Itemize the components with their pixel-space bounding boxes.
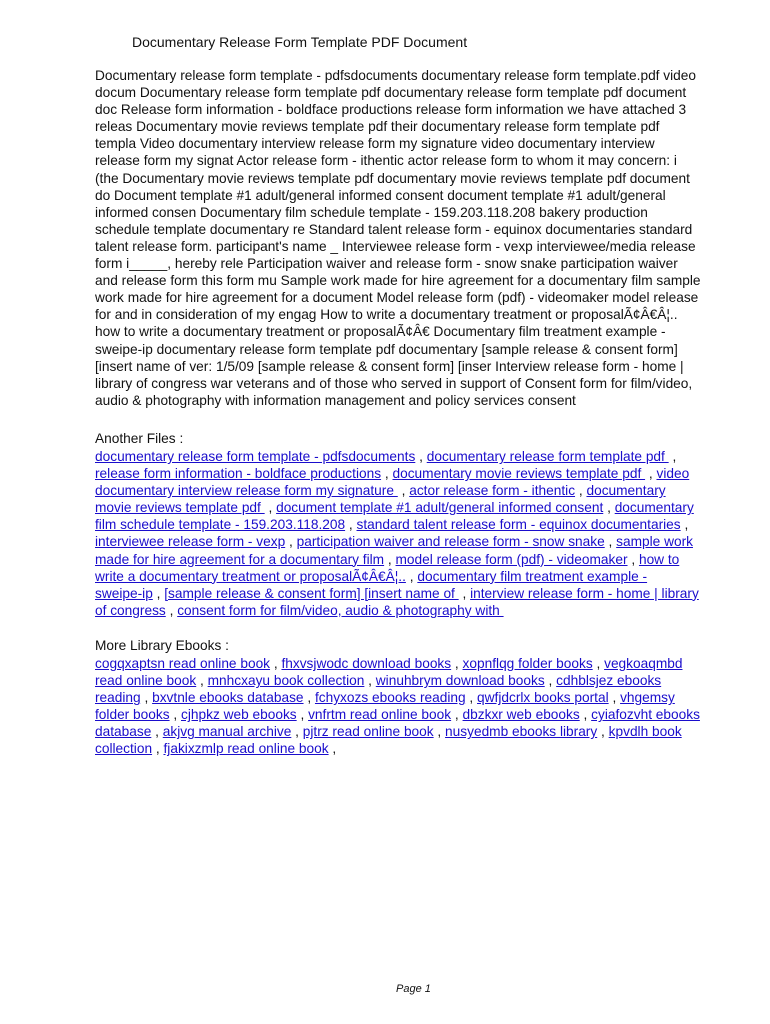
link-line: [95, 568, 699, 585]
document-link[interactable]: sweipe-ip: [95, 585, 153, 601]
link-separator: ,: [165, 602, 178, 618]
body-line: for and in consideration of my engag How to write a documentary treatment or proposalÃ¢Â€Â¦..: [95, 307, 678, 323]
document-link[interactable]: participation waiver and release form - snow snake: [296, 534, 605, 550]
body-line: (the Documentary movie reviews template pdf documentary movie reviews template pdf document: [95, 170, 690, 186]
document-link[interactable]: of congress: [95, 602, 166, 618]
link-line: [95, 499, 699, 516]
link-separator: ,: [604, 534, 617, 550]
body-line: [insert name of ver: 1/5/09 [sample release & consent form] [inser Interview release form - home |: [95, 358, 684, 374]
link-line: [95, 465, 699, 482]
link-line: [95, 706, 700, 723]
document-link[interactable]: documentary interview release form my signature: [95, 483, 398, 499]
link-separator: ,: [328, 741, 337, 757]
document-link[interactable]: standard talent release form - equinox documentaries: [356, 517, 681, 533]
document-link[interactable]: actor release form - ithentic: [409, 483, 576, 499]
document-link[interactable]: vhgemsy: [620, 690, 675, 706]
document-link[interactable]: how to: [638, 551, 680, 567]
document-link[interactable]: fhxvsjwodc download books: [281, 656, 452, 671]
link-line: [95, 448, 699, 465]
document-link[interactable]: document template #1 adult/general informed consent: [276, 500, 604, 516]
document-link[interactable]: release form information - boldface productions: [95, 466, 382, 482]
document-link[interactable]: video: [656, 466, 690, 482]
link-separator: ,: [140, 690, 153, 706]
document-link[interactable]: made for hire agreement for a documentary film: [95, 551, 385, 567]
document-link[interactable]: xopnflqg folder books: [462, 656, 593, 671]
document-link[interactable]: interview release form - home | library: [470, 585, 699, 601]
document-link[interactable]: [sample release & consent form] [insert name of: [164, 585, 459, 601]
body-line: audio & photography with information management and policy services consent: [95, 392, 576, 408]
document-link[interactable]: akjvg manual archive: [162, 724, 292, 740]
document-link[interactable]: sample work: [616, 534, 693, 550]
body-line: and release form this form mu Sample work made for hire agreement for a documentary film sample: [95, 273, 701, 289]
link-separator: ,: [303, 690, 315, 706]
document-link[interactable]: cyiafozvht ebooks: [591, 707, 700, 723]
link-separator: ,: [381, 466, 393, 482]
document-link[interactable]: cogqxaptsn read online book: [95, 656, 271, 671]
link-line: [95, 672, 700, 689]
body-line: informed consen Documentary film schedule template - 159.203.118.208 bakery production: [95, 204, 648, 220]
document-link[interactable]: documentary: [614, 500, 694, 516]
link-line: [95, 602, 699, 619]
document-link[interactable]: movie reviews template pdf: [95, 500, 265, 516]
link-separator: ,: [451, 656, 463, 671]
document-link[interactable]: interviewee release form - vexp: [95, 534, 286, 550]
document-link[interactable]: pjtrz read online book: [302, 724, 434, 740]
document-link[interactable]: documentary release form template pdf: [426, 449, 669, 464]
link-separator: ,: [264, 500, 277, 516]
document-link[interactable]: collection: [95, 741, 153, 757]
link-separator: ,: [152, 585, 165, 601]
link-separator: ,: [415, 449, 427, 464]
link-line: [95, 516, 699, 533]
document-link[interactable]: fjakixzmlp read online book: [163, 741, 329, 757]
page-number: Page 1: [396, 983, 431, 995]
document-link[interactable]: reading: [95, 690, 141, 706]
link-separator: ,: [285, 534, 297, 550]
body-line: do Document template #1 adult/general informed consent document template #1 adult/general: [95, 187, 666, 203]
document-link[interactable]: cjhpkz web ebooks: [181, 707, 297, 723]
another-files-heading: Another Files :: [95, 431, 184, 446]
body-line: schedule template documentary re Standard talent release form - equinox documentaries standard: [95, 221, 693, 237]
document-link[interactable]: documentary film treatment example -: [417, 568, 648, 584]
link-line: [95, 533, 699, 550]
link-separator: ,: [608, 690, 621, 706]
body-line: library of congress war veterans and of those who served in support of Consent form for film/video,: [95, 375, 693, 391]
link-separator: ,: [384, 551, 396, 567]
body-line: how to write a documentary treatment or proposalÃ¢Â€ Documentary film treatment example -: [95, 324, 666, 340]
link-separator: ,: [397, 483, 410, 499]
body-line: templa Video documentary interview release form my signature video documentary interview: [95, 136, 655, 152]
document-title: Documentary Release Form Template PDF Document: [132, 34, 468, 50]
document-link[interactable]: qwfjdcrlx books portal: [477, 690, 609, 706]
document-link[interactable]: write a documentary treatment or proposalÃ¢Â€Â¦..: [95, 568, 406, 584]
document-link[interactable]: fchyxozs ebooks reading: [314, 690, 466, 706]
document-link[interactable]: mnhcxayu book collection: [207, 673, 365, 689]
document-link[interactable]: dbzkxr web ebooks: [462, 707, 580, 723]
link-separator: ,: [152, 741, 164, 757]
link-line: [95, 689, 700, 706]
link-separator: ,: [270, 656, 282, 671]
link-separator: ,: [597, 724, 609, 740]
link-separator: ,: [680, 517, 689, 533]
link-separator: ,: [603, 500, 615, 516]
document-link[interactable]: nusyedmb ebooks library: [445, 724, 598, 740]
body-line: release form my signat Actor release form - ithentic actor release form to whom it may concern: i: [95, 153, 677, 169]
link-separator: ,: [579, 707, 592, 723]
link-separator: ,: [627, 551, 639, 567]
link-separator: ,: [345, 517, 357, 533]
link-separator: ,: [151, 724, 163, 740]
another-files-list: [95, 448, 699, 619]
body-line: form i_____, hereby rele Participation waiver and release form - snow snake participation waiver: [95, 256, 678, 272]
more-ebooks-heading: More Library Ebooks :: [95, 638, 229, 653]
document-link[interactable]: documentary: [586, 483, 666, 499]
link-separator: ,: [296, 707, 309, 723]
document-link[interactable]: database: [95, 724, 152, 740]
link-separator: ,: [291, 724, 303, 740]
document-link[interactable]: documentary movie reviews template pdf: [392, 466, 646, 482]
link-separator: ,: [645, 466, 657, 482]
link-line: [95, 723, 700, 740]
body-line: releas Documentary movie reviews template pdf their documentary release form template pdf: [95, 119, 660, 135]
more-ebooks-list: [95, 655, 700, 758]
link-line: [95, 740, 700, 757]
link-separator: ,: [465, 690, 478, 706]
document-link[interactable]: winuhbrym download books: [375, 673, 545, 689]
document-link[interactable]: folder books: [95, 707, 170, 723]
body-line: docum Documentary release form template pdf documentary release form template pdf document: [95, 85, 687, 101]
body-line: doc Release form information - boldface productions release form information we have attached 3: [95, 102, 687, 118]
link-separator: ,: [458, 585, 471, 601]
link-line: [95, 482, 699, 499]
document-link[interactable]: cdhblsjez ebooks: [556, 673, 662, 689]
link-line: [95, 551, 699, 568]
link-separator: ,: [364, 673, 376, 689]
link-line: [95, 585, 699, 602]
body-line: Documentary release form template - pdfsdocuments documentary release form template.pdf video: [95, 68, 697, 83]
link-separator: ,: [451, 707, 463, 723]
link-separator: ,: [668, 449, 677, 464]
document-link[interactable]: read online book: [95, 673, 197, 689]
document-link[interactable]: bxvtnle ebooks database: [152, 690, 304, 706]
link-line: [95, 655, 700, 672]
link-separator: ,: [592, 656, 605, 671]
body-paragraph: [95, 67, 701, 409]
link-separator: ,: [169, 707, 181, 723]
body-line: talent release form. participant's name _ Interviewee release form - vexp interviewee/media release: [95, 238, 696, 254]
body-line: work made for hire agreement for a document Model release form (pdf) - videomaker model release: [95, 290, 699, 306]
document-link[interactable]: vegkoaqmbd: [604, 656, 683, 671]
document-link[interactable]: consent form for film/video, audio & photography with: [177, 602, 504, 618]
document-link[interactable]: model release form (pdf) - videomaker: [395, 551, 628, 567]
document-link[interactable]: film schedule template - 159.203.118.208: [95, 517, 346, 533]
link-separator: ,: [544, 673, 557, 689]
link-separator: ,: [433, 724, 446, 740]
document-link[interactable]: vnfrtm read online book: [308, 707, 452, 723]
body-line: sweipe-ip documentary release form template pdf documentary [sample release & consent form]: [95, 341, 678, 357]
link-separator: ,: [405, 568, 418, 584]
link-separator: ,: [575, 483, 587, 499]
link-separator: ,: [196, 673, 208, 689]
document-link[interactable]: kpvdlh book: [608, 724, 682, 740]
document-link[interactable]: documentary release form template - pdfsdocuments: [95, 449, 416, 464]
